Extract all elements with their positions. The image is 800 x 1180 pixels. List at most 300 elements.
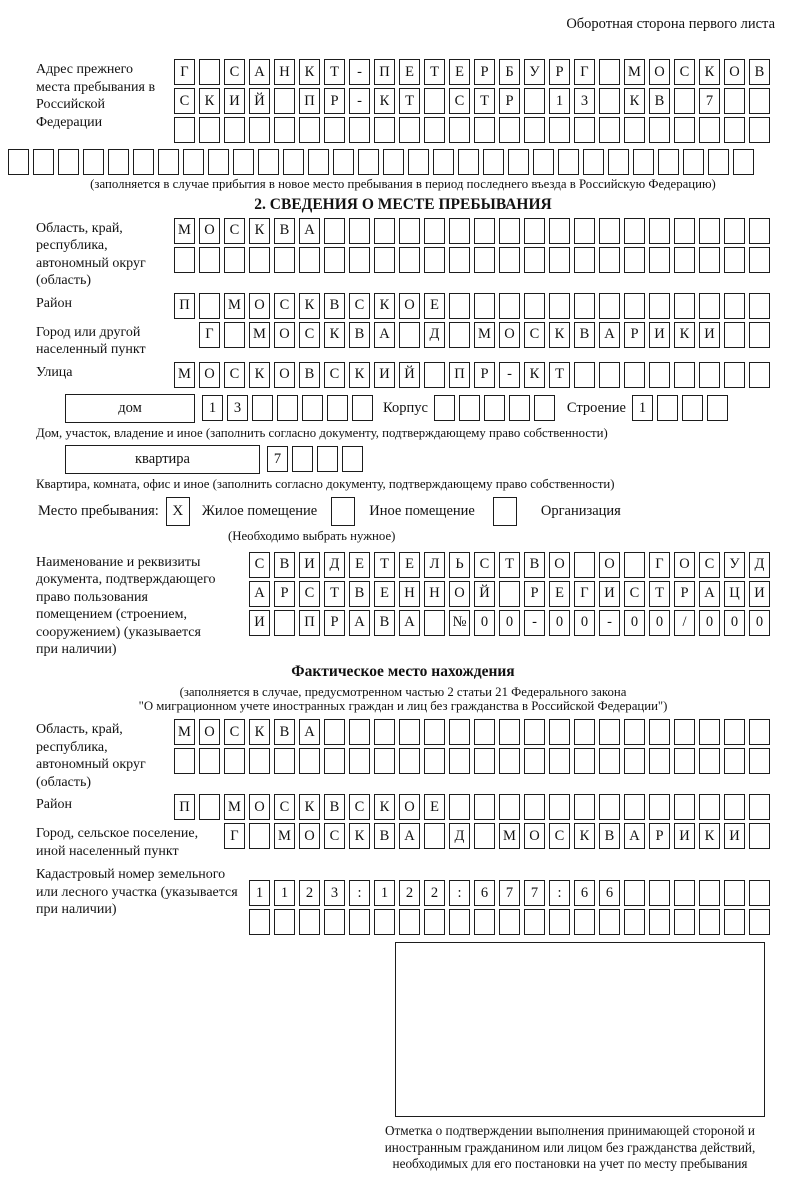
char-cell (499, 581, 520, 607)
char-cell: М (499, 823, 520, 849)
char-cell: Д (749, 552, 770, 578)
char-cell: М (224, 794, 245, 820)
char-cell (649, 247, 670, 273)
char-cell (459, 395, 480, 421)
char-cell (749, 117, 770, 143)
char-cell (449, 719, 470, 745)
char-cell (249, 823, 270, 849)
char-cell: С (524, 322, 545, 348)
char-cell (133, 149, 154, 175)
char-cell: В (324, 293, 345, 319)
char-cell (449, 117, 470, 143)
char-cell: А (299, 218, 320, 244)
char-cell (699, 293, 720, 319)
char-cell: Г (574, 59, 595, 85)
char-cell (349, 909, 370, 935)
char-cell (599, 117, 620, 143)
char-cell: С (624, 581, 645, 607)
char-cell (524, 88, 545, 114)
region-row-1 (174, 218, 770, 244)
char-cell (724, 88, 745, 114)
char-cell (699, 719, 720, 745)
char-cell: Т (499, 552, 520, 578)
char-cell (274, 610, 295, 636)
char-cell: Г (199, 322, 220, 348)
char-cell: 1 (202, 395, 223, 421)
char-cell (33, 149, 54, 175)
char-cell (549, 218, 570, 244)
char-cell (424, 218, 445, 244)
char-cell (474, 293, 495, 319)
char-cell (583, 149, 604, 175)
char-cell (474, 794, 495, 820)
region-label: Область, край, республика, автономный округ (область) (36, 220, 146, 289)
char-cell (599, 88, 620, 114)
char-cell (199, 293, 220, 319)
char-cell: В (274, 218, 295, 244)
char-cell (749, 909, 770, 935)
char-cell: Ц (724, 581, 745, 607)
char-cell (749, 88, 770, 114)
char-cell (324, 117, 345, 143)
char-cell: К (699, 59, 720, 85)
char-cell (224, 247, 245, 273)
stamp-caption: Отметка о подтверждении выполнения принимающей стороной и иностранным гражданином или лицом без гражданства действий, необходимых для его постановки на учет по месту пребывания (384, 1123, 756, 1172)
char-cell (499, 247, 520, 273)
doc-row-1 (249, 552, 770, 578)
char-cell: 0 (474, 610, 495, 636)
char-cell: К (349, 362, 370, 388)
char-cell (749, 880, 770, 906)
char-cell: В (299, 362, 320, 388)
char-cell: Е (399, 552, 420, 578)
char-cell (674, 748, 695, 774)
char-cell (649, 794, 670, 820)
stay-type-hint: (Необходимо выбрать нужное) (228, 528, 396, 543)
char-cell (474, 218, 495, 244)
char-cell: Н (274, 59, 295, 85)
cadastral-row-1 (249, 880, 770, 906)
char-cell: К (199, 88, 220, 114)
char-cell (258, 149, 279, 175)
prev-address-row-3 (174, 117, 770, 143)
char-cell (424, 823, 445, 849)
char-cell: И (724, 823, 745, 849)
cadastral-label: Кадастровый номер земельного или лесного участка (указывается при наличии) (36, 867, 238, 918)
char-cell: Р (674, 581, 695, 607)
char-cell: 2 (299, 880, 320, 906)
char-cell (649, 909, 670, 935)
char-cell (749, 247, 770, 273)
char-cell (509, 395, 530, 421)
char-cell: 2 (424, 880, 445, 906)
char-cell: В (599, 823, 620, 849)
char-cell (274, 88, 295, 114)
char-cell (499, 218, 520, 244)
city-row (199, 322, 770, 348)
char-cell: Г (649, 552, 670, 578)
char-cell: 1 (249, 880, 270, 906)
char-cell: А (349, 610, 370, 636)
char-cell: Р (324, 88, 345, 114)
char-cell: В (374, 823, 395, 849)
char-cell (308, 149, 329, 175)
stroenie-boxes (632, 395, 728, 421)
char-cell: О (649, 59, 670, 85)
char-cell (549, 794, 570, 820)
char-cell (499, 909, 520, 935)
char-cell: О (274, 322, 295, 348)
char-cell (574, 293, 595, 319)
char-cell: Д (449, 823, 470, 849)
char-cell (302, 395, 323, 421)
char-cell (658, 149, 679, 175)
char-cell (374, 218, 395, 244)
apartment-row (65, 445, 770, 474)
char-cell (699, 748, 720, 774)
char-cell: Е (549, 581, 570, 607)
char-cell: 3 (574, 88, 595, 114)
char-cell (674, 293, 695, 319)
char-cell (624, 117, 645, 143)
char-cell (324, 247, 345, 273)
char-cell (399, 719, 420, 745)
char-cell: У (524, 59, 545, 85)
char-cell (342, 446, 363, 472)
char-cell (749, 748, 770, 774)
char-cell (499, 293, 520, 319)
char-cell (277, 395, 298, 421)
char-cell (458, 149, 479, 175)
char-cell: А (699, 581, 720, 607)
char-cell (449, 322, 470, 348)
char-cell: 6 (574, 880, 595, 906)
char-cell (674, 362, 695, 388)
char-cell: В (574, 322, 595, 348)
char-cell (624, 218, 645, 244)
char-cell (674, 218, 695, 244)
char-cell (333, 149, 354, 175)
option-other-label: Иное помещение (369, 502, 475, 519)
char-cell: 0 (624, 610, 645, 636)
char-cell (252, 395, 273, 421)
char-cell (324, 719, 345, 745)
char-cell: К (299, 794, 320, 820)
char-cell (724, 719, 745, 745)
char-cell: О (249, 794, 270, 820)
char-cell (499, 794, 520, 820)
char-cell (424, 748, 445, 774)
char-cell: А (249, 581, 270, 607)
char-cell: С (299, 322, 320, 348)
char-cell (399, 117, 420, 143)
char-cell (599, 719, 620, 745)
char-cell (424, 88, 445, 114)
char-cell (649, 117, 670, 143)
char-cell (274, 748, 295, 774)
char-cell (424, 362, 445, 388)
char-cell: Р (549, 59, 570, 85)
char-cell: М (174, 218, 195, 244)
char-cell (733, 149, 754, 175)
char-cell (352, 395, 373, 421)
house-box-label: дом (65, 394, 195, 423)
char-cell: К (249, 218, 270, 244)
char-cell (574, 117, 595, 143)
char-cell: Г (574, 581, 595, 607)
char-cell: К (624, 88, 645, 114)
district-label: Район (36, 295, 72, 311)
char-cell: С (174, 88, 195, 114)
char-cell (174, 748, 195, 774)
char-cell (449, 748, 470, 774)
char-cell (424, 909, 445, 935)
char-cell (349, 117, 370, 143)
char-cell (208, 149, 229, 175)
char-cell: 7 (699, 88, 720, 114)
char-cell: Р (474, 362, 495, 388)
char-cell (524, 794, 545, 820)
char-cell (574, 794, 595, 820)
char-cell (408, 149, 429, 175)
char-cell: С (474, 552, 495, 578)
char-cell (524, 909, 545, 935)
char-cell (249, 909, 270, 935)
char-cell (474, 909, 495, 935)
char-cell: : (349, 880, 370, 906)
char-cell (599, 748, 620, 774)
char-cell (349, 719, 370, 745)
char-cell (749, 794, 770, 820)
char-cell: К (524, 362, 545, 388)
char-cell: Р (274, 581, 295, 607)
apartment-note: Квартира, комната, офис и иное (заполнить согласно документу, подтверждающему право собственности) (36, 476, 615, 491)
char-cell (549, 748, 570, 774)
char-cell: 6 (474, 880, 495, 906)
char-cell: Т (649, 581, 670, 607)
char-cell: П (299, 610, 320, 636)
char-cell: О (399, 293, 420, 319)
char-cell (724, 794, 745, 820)
char-cell (749, 719, 770, 745)
char-cell (374, 117, 395, 143)
char-cell (608, 149, 629, 175)
char-cell (624, 552, 645, 578)
char-cell (399, 909, 420, 935)
char-cell: Й (474, 581, 495, 607)
prev-address-row-2 (174, 88, 770, 114)
char-cell (399, 247, 420, 273)
city-label: Город или другой населенный пункт (36, 324, 146, 358)
option-residential-label: Жилое помещение (201, 502, 318, 519)
checkbox-organization (493, 497, 517, 526)
char-cell: О (549, 552, 570, 578)
char-cell (349, 218, 370, 244)
char-cell (599, 362, 620, 388)
char-cell (649, 748, 670, 774)
char-cell: - (524, 610, 545, 636)
char-cell: Е (349, 552, 370, 578)
char-cell: Б (499, 59, 520, 85)
char-cell: 7 (499, 880, 520, 906)
char-cell (349, 748, 370, 774)
apartment-box-label: квартира (65, 445, 260, 474)
char-cell: М (624, 59, 645, 85)
doc-row-2 (249, 581, 770, 607)
char-cell: О (524, 823, 545, 849)
actual-region-row-1 (174, 719, 770, 745)
char-cell (724, 247, 745, 273)
char-cell: С (224, 719, 245, 745)
char-cell: Т (474, 88, 495, 114)
stamp-box (395, 942, 765, 1117)
char-cell: В (324, 794, 345, 820)
char-cell (274, 117, 295, 143)
char-cell: 1 (374, 880, 395, 906)
char-cell (524, 719, 545, 745)
char-cell: О (399, 794, 420, 820)
char-cell: Л (424, 552, 445, 578)
char-cell: А (299, 719, 320, 745)
char-cell (724, 748, 745, 774)
char-cell: К (324, 322, 345, 348)
char-cell: Ь (449, 552, 470, 578)
char-cell: С (349, 794, 370, 820)
char-cell (649, 880, 670, 906)
char-cell (524, 218, 545, 244)
char-cell: Т (424, 59, 445, 85)
char-cell (199, 748, 220, 774)
char-cell (574, 909, 595, 935)
char-cell: Г (224, 823, 245, 849)
char-cell: Е (399, 59, 420, 85)
char-cell (374, 247, 395, 273)
char-cell: 3 (227, 395, 248, 421)
char-cell: И (299, 552, 320, 578)
actual-region-label: Область, край, республика, автономный округ (область) (36, 722, 146, 790)
char-cell: Д (424, 322, 445, 348)
char-cell: Е (449, 59, 470, 85)
char-cell: О (199, 362, 220, 388)
char-cell (649, 293, 670, 319)
char-cell (324, 218, 345, 244)
region-row-2 (174, 247, 770, 273)
char-cell (624, 748, 645, 774)
char-cell (599, 293, 620, 319)
char-cell: К (299, 293, 320, 319)
char-cell: П (174, 293, 195, 319)
char-cell: П (174, 794, 195, 820)
char-cell (599, 909, 620, 935)
char-cell (657, 395, 678, 421)
char-cell: Р (649, 823, 670, 849)
char-cell (599, 794, 620, 820)
char-cell (224, 748, 245, 774)
char-cell (699, 794, 720, 820)
char-cell (299, 748, 320, 774)
char-cell (549, 117, 570, 143)
char-cell (574, 247, 595, 273)
char-cell: Д (324, 552, 345, 578)
char-cell: К (374, 794, 395, 820)
char-cell (224, 117, 245, 143)
char-cell (249, 247, 270, 273)
char-cell (474, 823, 495, 849)
char-cell (399, 218, 420, 244)
char-cell: К (574, 823, 595, 849)
char-cell: М (174, 362, 195, 388)
char-cell (449, 218, 470, 244)
char-cell (749, 293, 770, 319)
korpus-boxes (434, 395, 555, 421)
char-cell: Р (624, 322, 645, 348)
char-cell: У (724, 552, 745, 578)
char-cell: 2 (399, 880, 420, 906)
char-cell (508, 149, 529, 175)
actual-district-row (174, 794, 770, 820)
char-cell (649, 362, 670, 388)
char-cell: 6 (599, 880, 620, 906)
char-cell: М (474, 322, 495, 348)
char-cell: В (374, 610, 395, 636)
char-cell (624, 719, 645, 745)
checkbox-residential: X (166, 497, 190, 526)
char-cell: 0 (549, 610, 570, 636)
district-row (174, 293, 770, 319)
char-cell: К (249, 362, 270, 388)
char-cell (724, 218, 745, 244)
street-row (174, 362, 770, 388)
char-cell: 1 (274, 880, 295, 906)
char-cell (699, 880, 720, 906)
char-cell (233, 149, 254, 175)
char-cell (749, 362, 770, 388)
char-cell: А (399, 610, 420, 636)
char-cell: С (349, 293, 370, 319)
char-cell (484, 395, 505, 421)
char-cell (633, 149, 654, 175)
char-cell (649, 218, 670, 244)
char-cell (707, 395, 728, 421)
char-cell: 0 (749, 610, 770, 636)
char-cell (558, 149, 579, 175)
char-cell: Е (424, 293, 445, 319)
char-cell (292, 446, 313, 472)
actual-city-label: Город, сельское поселение, иной населенный пункт (36, 826, 199, 859)
actual-region-row-2 (174, 748, 770, 774)
char-cell: Р (524, 581, 545, 607)
char-cell (299, 117, 320, 143)
char-cell (433, 149, 454, 175)
char-cell: 0 (574, 610, 595, 636)
header-note: Оборотная сторона первого листа (566, 16, 775, 32)
char-cell (449, 293, 470, 319)
char-cell: К (249, 719, 270, 745)
char-cell: - (499, 362, 520, 388)
char-cell (199, 59, 220, 85)
char-cell (299, 247, 320, 273)
char-cell (324, 748, 345, 774)
char-cell (299, 909, 320, 935)
char-cell (599, 247, 620, 273)
char-cell (624, 794, 645, 820)
char-cell: И (649, 322, 670, 348)
char-cell (108, 149, 129, 175)
char-cell: 0 (699, 610, 720, 636)
char-cell (699, 909, 720, 935)
char-cell: С (249, 552, 270, 578)
char-cell (574, 552, 595, 578)
